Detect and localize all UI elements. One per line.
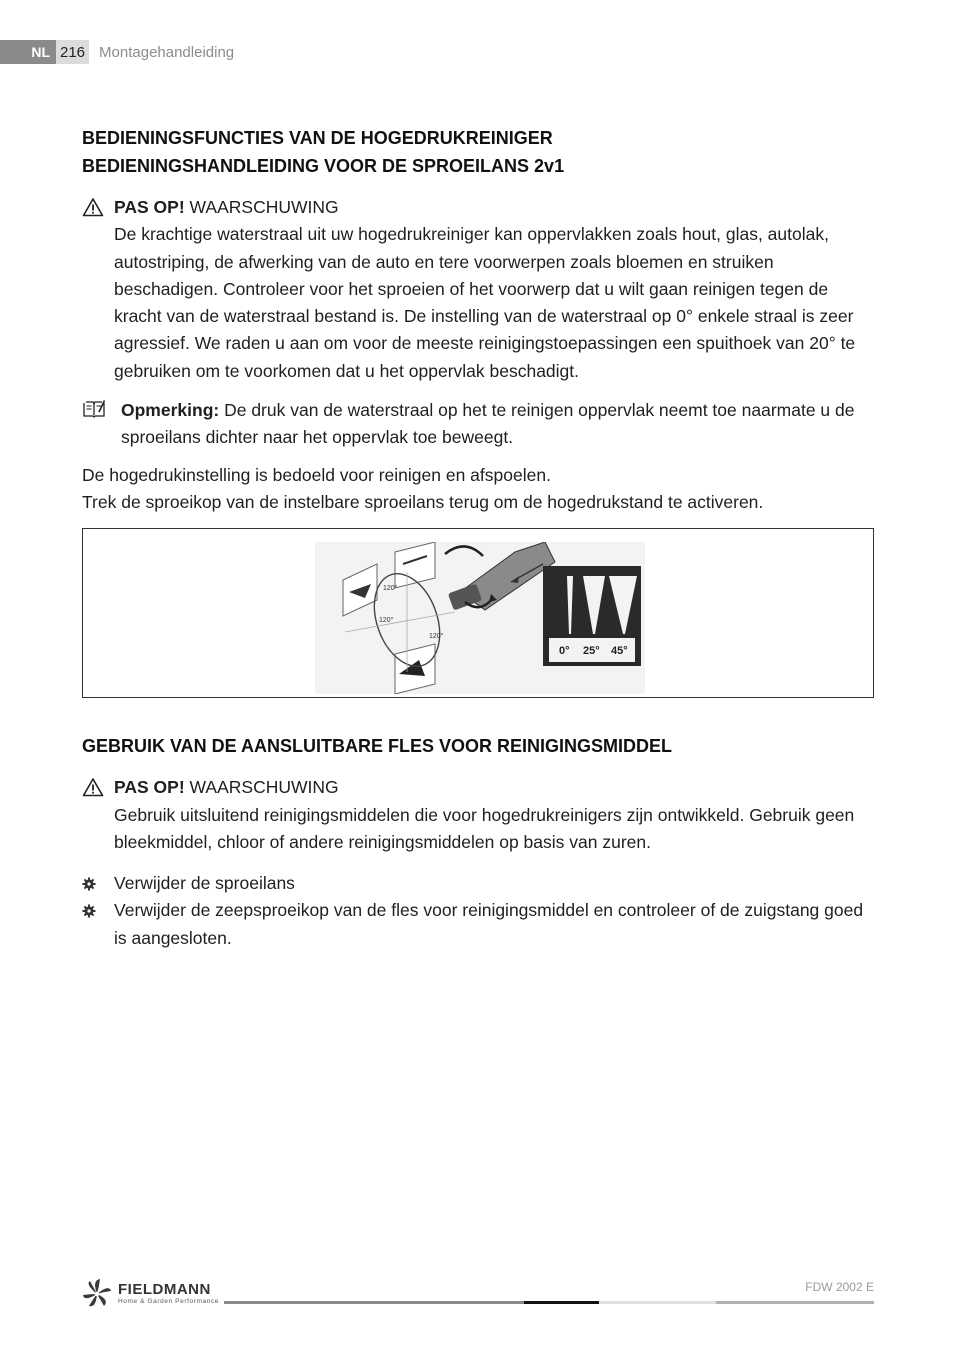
section-heading-1 (82, 124, 872, 180)
warning-title (114, 194, 872, 221)
language-code: NL (0, 40, 56, 64)
header-title: Montagehandleiding (99, 43, 235, 61)
footer-rule-segment (524, 1301, 599, 1304)
section-heading-2: GEBRUIK VAN DE AANSLUITBARE FLES VOOR REINIGINGSMIDDEL (82, 736, 673, 757)
note-label: Opmerking: (121, 400, 220, 421)
paragraph-1: De hogedrukinstelling is bedoeld voor reinigen en afspoelen. (82, 464, 551, 485)
brand-name: FIELDMANN (118, 1281, 211, 1298)
instruction-list (82, 870, 872, 952)
gear-bullet-icon (82, 904, 96, 918)
list-item-text: Verwijder de zeepsproeikop van de fles voor reinigingsmiddel en controleer of de zuigstang goed is aangesloten. (114, 900, 864, 948)
model-number: FDW 2002 E (805, 1280, 874, 1294)
gear-bullet-icon (82, 877, 96, 891)
note-text (121, 397, 872, 452)
page-number: 216 (56, 40, 89, 64)
footer-rule-segment (224, 1301, 524, 1304)
warning-icon (82, 197, 104, 217)
warning-text-2: Gebruik uitsluitend reinigingsmiddelen die voor hogedrukreinigers zijn ontwikkeld. Gebruik geen bleekmiddel, chloor of andere reinigingsmiddelen op basis van zuren. (114, 804, 855, 852)
list-item (82, 897, 872, 952)
paragraph-2: Trek de sproeikop van de instelbare sproeilans terug om de hogedrukstand te activeren. (82, 491, 764, 512)
warning-title-2 (114, 774, 872, 801)
brand-logo (82, 1278, 219, 1310)
angle-label-2: 120° (379, 617, 394, 625)
warning-word: WAARSCHUWING (189, 197, 339, 217)
angle-label-1: 120° (383, 585, 398, 593)
footer-rule-segment (599, 1301, 716, 1304)
spray-lance-diagram (315, 542, 645, 694)
page-content (82, 124, 872, 968)
angle-label-3: 120° (429, 633, 444, 641)
brand-tagline: Home & Garden Performance (118, 1298, 219, 1305)
heading-line-1: BEDIENINGSFUNCTIES VAN DE HOGEDRUKREINIGER (82, 128, 553, 148)
intro-paragraphs (82, 462, 872, 517)
note-block (82, 397, 872, 452)
note-book-icon (82, 399, 106, 419)
nozzle-illustration (82, 528, 874, 698)
warning-label: PAS OP! (114, 197, 185, 217)
fan-logo-icon (82, 1278, 112, 1310)
spray-label-25: 25° (583, 645, 600, 658)
warning-word-2: WAARSCHUWING (189, 777, 339, 798)
warning-text: De krachtige waterstraal uit uw hogedrukreiniger kan oppervlakken zoals hout, glas, autolak, autostriping, de afwerking van de auto en tere voorwerpen zoals bloemen en struiken beschadigen. Controleer voor het sproeien of het voorwerp dat u wilt gaan reinigen tegen de kracht van de waterstraal bestand is. De instelling van de waterstraal op 0° enkele straal is zeer agressief. We raden u aan om voor de meeste reinigingstoepassingen een spuithoek van 20° te gebruiken om te voorkomen dat u het oppervlak beschadigt. (114, 224, 856, 381)
warning-icon (82, 777, 104, 797)
footer-rule-segment (716, 1301, 874, 1304)
list-item (82, 870, 872, 897)
page-footer (82, 1276, 874, 1316)
warning-block-2 (82, 774, 872, 856)
spray-label-0: 0° (559, 645, 570, 658)
warning-label-2: PAS OP! (114, 777, 185, 798)
list-item-text: Verwijder de sproeilans (114, 873, 295, 894)
heading-line-2: BEDIENINGSHANDLEIDING VOOR DE SPROEILANS 2v1 (82, 156, 565, 176)
note-body: De druk van de waterstraal op het te reinigen oppervlak neemt toe naarmate u de sproeilans dichter naar het oppervlak toe beweegt. (121, 400, 855, 448)
page-header (0, 40, 234, 64)
warning-block-1 (82, 194, 872, 385)
spray-label-45: 45° (611, 645, 628, 658)
